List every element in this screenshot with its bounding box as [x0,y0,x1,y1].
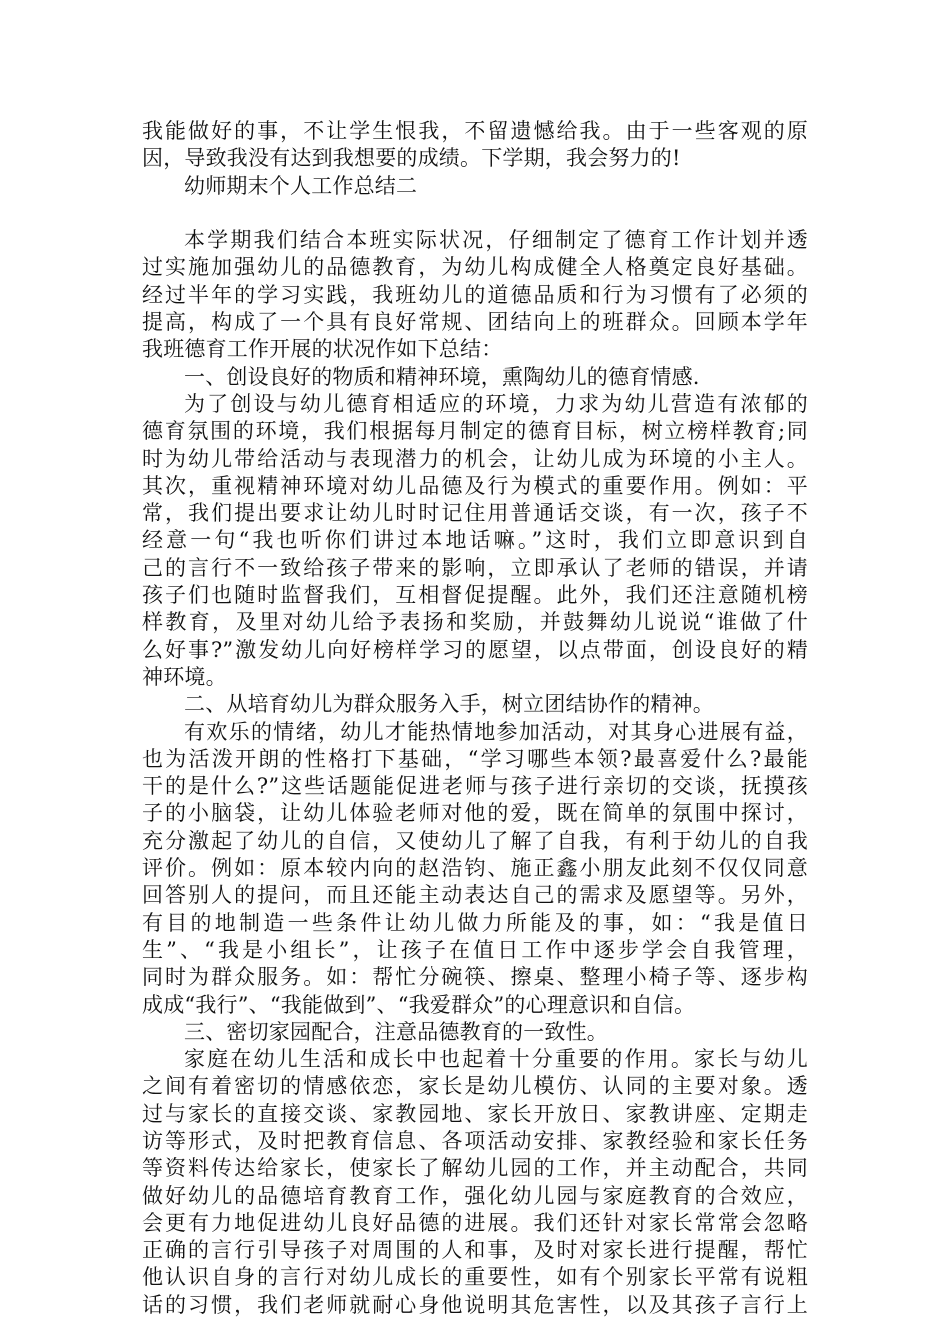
text-line: 神环境。 [142,664,227,689]
text-line: 充分激起了幼儿的自信，又使幼儿了解了自我，有利于幼儿的自我 [142,828,808,853]
text-line: 等资料传达给家长，使家长了解幼儿园的工作，并主动配合，共同 [142,1156,808,1181]
text-line: 访等形式，及时把教育信息、各项活动安排、家教经验和家长任务 [142,1128,808,1153]
text-line: 评价。例如：原本较内向的赵浩钧、施正鑫小朋友此刻不仅仅同意 [142,856,808,881]
text-line: 己的言行不一致给孩子带来的影响，立即承认了老师的错误，并请 [142,555,808,580]
text-line: 子的小脑袋，让幼儿体验老师对他的爱，既在简单的氛围中探讨， [142,801,808,826]
text-line: 之间有着密切的情感依恋，家长是幼儿模仿、认同的主要对象。透 [142,1074,808,1099]
text-line: 干的是什么?”这些话题能促进老师与孩子进行亲切的交谈，抚摸孩 [142,774,808,799]
text-line: 一、创设良好的物质和精神环境，熏陶幼儿的德育情感. [184,364,700,389]
text-line: 样教育，及里对幼儿给予表扬和奖励，并鼓舞幼儿说说“谁做了什 [142,610,808,635]
text-line: 我班德育工作开展的状况作如下总结： [142,337,503,362]
text-line: 经过半年的学习实践，我班幼儿的道德品质和行为习惯有了必须的 [142,282,808,307]
text-line: 时为幼儿带给活动与表现潜力的机会，让幼儿成为环境的小主人。 [142,446,808,471]
text-line: 经意一句“我也听你们讲过本地话嘛。”这时，我们立即意识到自 [142,528,808,553]
text-line: 他认识自身的言行对幼儿成长的重要性，如有个别家长平常有说粗 [142,1265,808,1290]
text-line: 有欢乐的情绪，幼儿才能热情地参加活动，对其身心进展有益， [184,719,808,744]
text-line: 过实施加强幼儿的品德教育，为幼儿构成健全人格奠定良好基础。 [142,255,808,280]
text-line: 本学期我们结合本班实际状况，仔细制定了德育工作计划并透 [184,228,808,253]
text-line: 三、密切家园配合，注意品德教育的一致性。 [184,1019,608,1044]
text-line: 成成“我行”、“我能做到”、“我爱群众”的心理意识和自信。 [142,992,696,1017]
text-line: 有目的地制造一些条件让幼儿做力所能及的事，如：“我是值日 [142,910,808,935]
text-line: 为了创设与幼儿德育相适应的环境，力求为幼儿营造有浓郁的 [184,391,808,416]
text-line: 正确的言行引导孩子对周围的人和事，及时对家长进行提醒，帮忙 [142,1238,808,1263]
text-line: 常，我们提出要求让幼儿时时记住用普通话交谈，有一次，孩子不 [142,501,808,526]
text-line: 同时为群众服务。如：帮忙分碗筷、擦桌、整理小椅子等、逐步构 [142,965,808,990]
text-line: 也为活泼开朗的性格打下基础，“学习哪些本领?最喜爱什么?最能 [142,746,808,771]
text-line: 幼师期末个人工作总结二 [184,173,418,198]
text-line: 话的习惯，我们老师就耐心身他说明其危害性，以及其孩子言行上 [142,1292,808,1317]
text-line: 回答别人的提问，而且还能主动表达自己的需求及愿望等。另外， [142,883,808,908]
text-line: 其次，重视精神环境对幼儿品德及行为模式的重要作用。例如：平 [142,473,808,498]
text-line: 提高，构成了一个具有良好常规、团结向上的班群众。回顾本学年 [142,310,808,335]
text-line: 孩子们也随时监督我们，互相督促提醒。此外，我们还注意随机榜 [142,583,808,608]
blank-line [142,200,808,227]
text-line: 会更有力地促进幼儿良好品德的进展。我们还针对家长常常会忽略 [142,1210,808,1235]
text-line: 家庭在幼儿生活和成长中也起着十分重要的作用。家长与幼儿 [184,1047,808,1072]
text-line: 因，导致我没有达到我想要的成绩。下学期，我会努力的! [142,146,681,171]
text-line: 二、从培育幼儿为群众服务入手，树立团结协作的精神。 [184,692,714,717]
text-line: 做好幼儿的品德培育教育工作，强化幼儿园与家庭教育的合效应， [142,1183,808,1208]
document-body [142,118,808,1319]
text-line: 么好事?”激发幼儿向好榜样学习的愿望，以点带面，创设良好的精 [142,637,808,662]
text-line: 德育氛围的环境，我们根据每月制定的德育目标，树立榜样教育;同 [142,419,808,444]
text-line: 过与家长的直接交谈、家教园地、家长开放日、家教讲座、定期走 [142,1101,808,1126]
text-line: 生”、“我是小组长”，让孩子在值日工作中逐步学会自我管理， [142,937,808,962]
text-line: 我能做好的事，不让学生恨我，不留遗憾给我。由于一些客观的原 [142,119,808,143]
